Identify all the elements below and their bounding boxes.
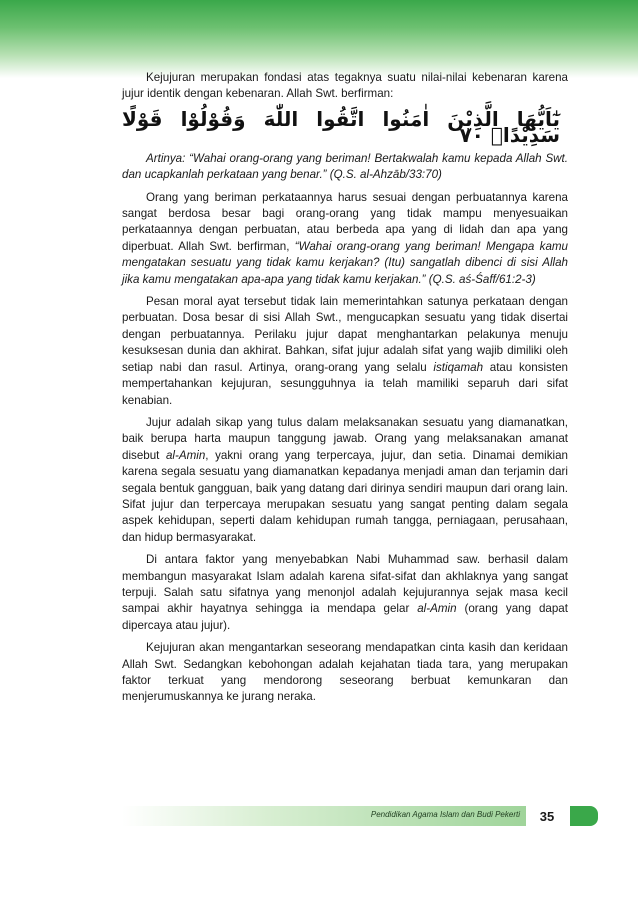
paragraph-5-term: al-Amin [165,448,206,462]
footer-green-tab [570,806,598,826]
paragraph-1: Kejujuran merupakan fondasi atas tegaknya suatu nilai-nilai kebenaran karena jujur identik dengan kebenaran. Allah Swt. berfirman: [122,71,568,101]
paragraph-5-text-a: Jujur adalah sikap yang tulus dalam melaksanakan sesuatu yang diamanatkan, baik berupa harta maupun tanggung jawab. Orang yang melaksanakan amanat disebut [122,415,568,462]
paragraph-6-term: al-Amin [417,602,457,616]
arabic-verse: يٰٓاَيُّهَا الَّذِيْنَ اٰمَنُوا اتَّقُوا اللّٰهَ وَقُوْلُوْا قَوْلًا سَدِيْدًاۙ ٧٠ [122,106,560,148]
footer-book-title: Pendidikan Agama Islam dan Budi Pekerti [370,810,520,819]
page-body [122,70,568,712]
paragraph-4-text-a: Pesan moral ayat tersebut tidak lain memerintahkan satunya perkataan dengan perbuatan. Dosa besar di sisi Allah Swt., mengucapkan sesuatu yang tidak disertai dengan perbuatannya. Perilaku jujur dapat menghantarkan pelakunya menuju kesuksesan dunia dan akhirat. Bahkan, sifat jujur adalah sifat yang wajib dimiliki oleh setiap nabi dan rasul. Artinya, orang-orang yang selalu [122,295,568,374]
paragraph-3-quote: “Wahai orang-orang yang beriman! Mengapa kamu mengatakan sesuatu yang tidak kamu kerjakan? (Itu) sangatlah dibenci di sisi Allah jika kamu mengatakan apa-apa yang tidak kamu kerjakan.” (Q.S. aś-Śaff/61:2-3) [122,239,568,286]
verse-translation [122,151,568,184]
paragraph-3-text: Orang yang beriman perkataannya harus sesuai dengan perbuatannya karena sangat berdosa besar bagi orang-orang yang tidak mampu menyesuaikan perkataannya dengan perbuatan, atau berbeda apa yang di lidah dan apa yang diperbuat. Allah Swt. berfirman, [122,190,568,253]
paragraph-6 [122,552,568,634]
paragraph-5-text-b: , yakni orang yang terpercaya, jujur, dan setia. Dinamai demikian karena segala sesuatu yang diamanatkan kepadanya menjadi aman dan terjamin dari segala bentuk gangguan, baik yang datang dari dirinya sendiri maupun dari orang lain. Sifat jujur dan terpercaya merupakan sesuatu yang sangat penting dalam segala aspek kehidupan, seperti dalam kehidupan rumah tangga, perniagaan, perusahaan, dan hidup bermasyarakat. [122,448,568,544]
paragraph-4-text-b: atau konsisten mempertahankan kejujuran, sesungguhnya ia telah mamiliki separuh dari sifat kenabian. [122,360,568,407]
paragraph-5 [122,415,568,546]
page-number: 35 [539,809,555,824]
paragraph-4 [122,294,568,409]
verse-translation-text: Artinya: “Wahai orang-orang yang beriman! Bertakwalah kamu kepada Allah Swt. dan ucapkanlah perkataan yang benar.” (Q.S. al-Ahzāb/33:70) [122,151,568,182]
paragraph-6-text-b: (orang yang dapat dipercaya atau jujur). [122,602,568,632]
paragraph-4-term: istiqamah [433,360,484,374]
header-gradient-band [0,0,638,78]
quran-verse-block [122,106,568,148]
paragraph-6-text-a: Di antara faktor yang menyebabkan Nabi Muhammad saw. berhasil dalam membangun masyarakat Islam adalah karena sifat-sifat dan akhlaknya yang sangat terpuji. Salah satu sifatnya yang menonjol adalah kejujurannya sejak masa kecil sampai akhir hayatnya sehingga ia mendapa gelar [122,553,568,616]
paragraph-3 [122,190,568,288]
paragraph-7: Kejujuran akan mengantarkan seseorang mendapatkan cinta kasih dan keridaan Allah Swt. Sedangkan kebohongan adalah kejahatan tiada tara, yang merupakan faktor terkuat yang mendorong seseorang berbuat kemunkaran dan menjerumuskannya ke jurang neraka. [122,641,568,704]
